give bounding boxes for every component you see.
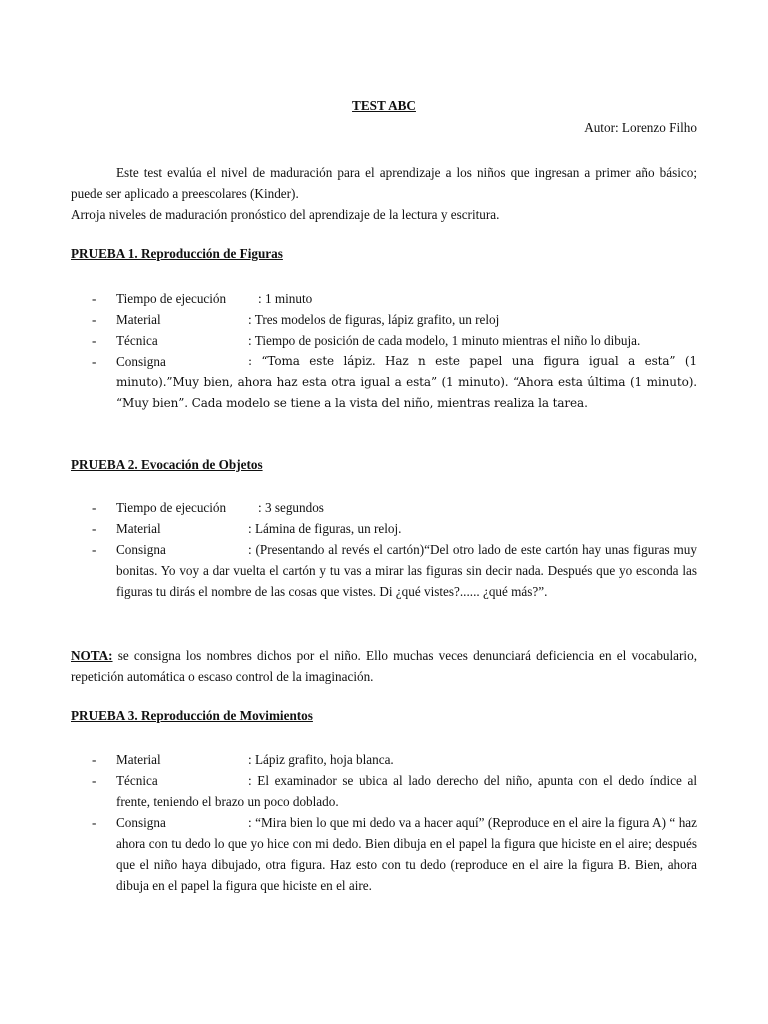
item-text: : 3 segundos [258, 500, 324, 515]
item-label: Técnica [116, 773, 158, 788]
list-dash: - [92, 333, 97, 348]
list-item [71, 770, 697, 812]
intro-paragraph-2: Arroja niveles de maduración pronóstico del aprendizaje de la lectura y escritura. [71, 207, 500, 222]
author-line: Autor: Lorenzo Filho [584, 120, 697, 135]
prueba-3-heading: PRUEBA 3. Reproducción de Movimientos [71, 708, 313, 723]
list-dash: - [92, 312, 97, 327]
item-label: Material [116, 521, 161, 536]
item-text: : Lápiz grafito, hoja blanca. [248, 752, 394, 767]
prueba-1-heading: PRUEBA 1. Reproducción de Figuras [71, 246, 283, 261]
list-dash: - [92, 815, 97, 830]
list-dash: - [92, 773, 97, 788]
nota-label: NOTA: [71, 648, 113, 663]
item-text: : Tres modelos de figuras, lápiz grafito, un reloj [248, 312, 500, 327]
list-item [71, 497, 697, 518]
item-text: : 1 minuto [258, 291, 313, 306]
nota-text: se consigna los nombres dichos por el niño. Ello muchas veces denunciará deficiencia en el vocabulario, repetición automática o escaso control de la imaginación. [71, 648, 697, 684]
item-text: : “Toma este lápiz. Haz n este papel una figura igual a esta” (1 minuto).”Muy bien, ahora haz esta otra igual a esta” (1 minuto). “Ahora esta última (1 minuto). “Muy bien”. Cada modelo se tiene a la vista del niño, mientras realiza la tarea. [116, 354, 697, 410]
item-text: : Lámina de figuras, un reloj. [248, 521, 402, 536]
list-dash: - [92, 354, 97, 369]
item-text: : (Presentando al revés el cartón)“Del otro lado de este cartón hay unas figuras muy bonitas. Yo voy a dar vuelta el cartón y tu vas a mirar las figuras sin decir nada. Después que yo esconda las figuras tu dirás el nombre de las cosas que vistes. Di ¿qué vistes?...... ¿qué más?”. [116, 542, 697, 599]
list-dash: - [92, 291, 97, 306]
list-item [71, 539, 697, 602]
intro-paragraph-1: Este test evalúa el nivel de maduración para el aprendizaje a los niños que ingresan a primer año básico; puede ser aplicado a preescolares (Kinder). [71, 165, 697, 201]
list-dash: - [92, 521, 97, 536]
item-label: Material [116, 312, 161, 327]
list-dash: - [92, 542, 97, 557]
prueba-3-list [71, 749, 697, 896]
list-item [71, 518, 697, 539]
prueba-2-list [71, 497, 697, 602]
item-label: Tiempo de ejecución [116, 291, 227, 306]
list-item [71, 288, 697, 309]
document-title: TEST ABC [352, 98, 416, 113]
item-label: Consigna [116, 354, 166, 369]
item-label: Material [116, 752, 161, 767]
list-item [71, 749, 697, 770]
nota-paragraph [71, 645, 697, 687]
list-item [71, 330, 697, 351]
list-dash: - [92, 752, 97, 767]
list-item [71, 812, 697, 896]
item-label: Tiempo de ejecución [116, 500, 227, 515]
prueba-1-list [71, 288, 697, 414]
item-label: Técnica [116, 333, 158, 348]
item-text: : Tiempo de posición de cada modelo, 1 minuto mientras el niño lo dibuja. [248, 333, 641, 348]
item-text: : El examinador se ubica al lado derecho del niño, apunta con el dedo índice al frente, teniendo el brazo un poco doblado. [116, 773, 697, 809]
item-label: Consigna [116, 542, 166, 557]
list-item [71, 309, 697, 330]
item-label: Consigna [116, 815, 166, 830]
prueba-2-heading: PRUEBA 2. Evocación de Objetos [71, 457, 263, 472]
list-dash: - [92, 500, 97, 515]
item-text: : “Mira bien lo que mi dedo va a hacer aquí” (Reproduce en el aire la figura A) “ haz ahora con tu dedo lo que yo hice con mi dedo. Bien dibuja en el papel la figura que hiciste en el aire; después que el niño haya dibujado, otra figura. Haz esto con tu dedo (reproduce en el aire la figura B. Bien, ahora dibuja en el papel la figura que hiciste en el aire. [116, 815, 697, 893]
list-item [71, 351, 697, 414]
